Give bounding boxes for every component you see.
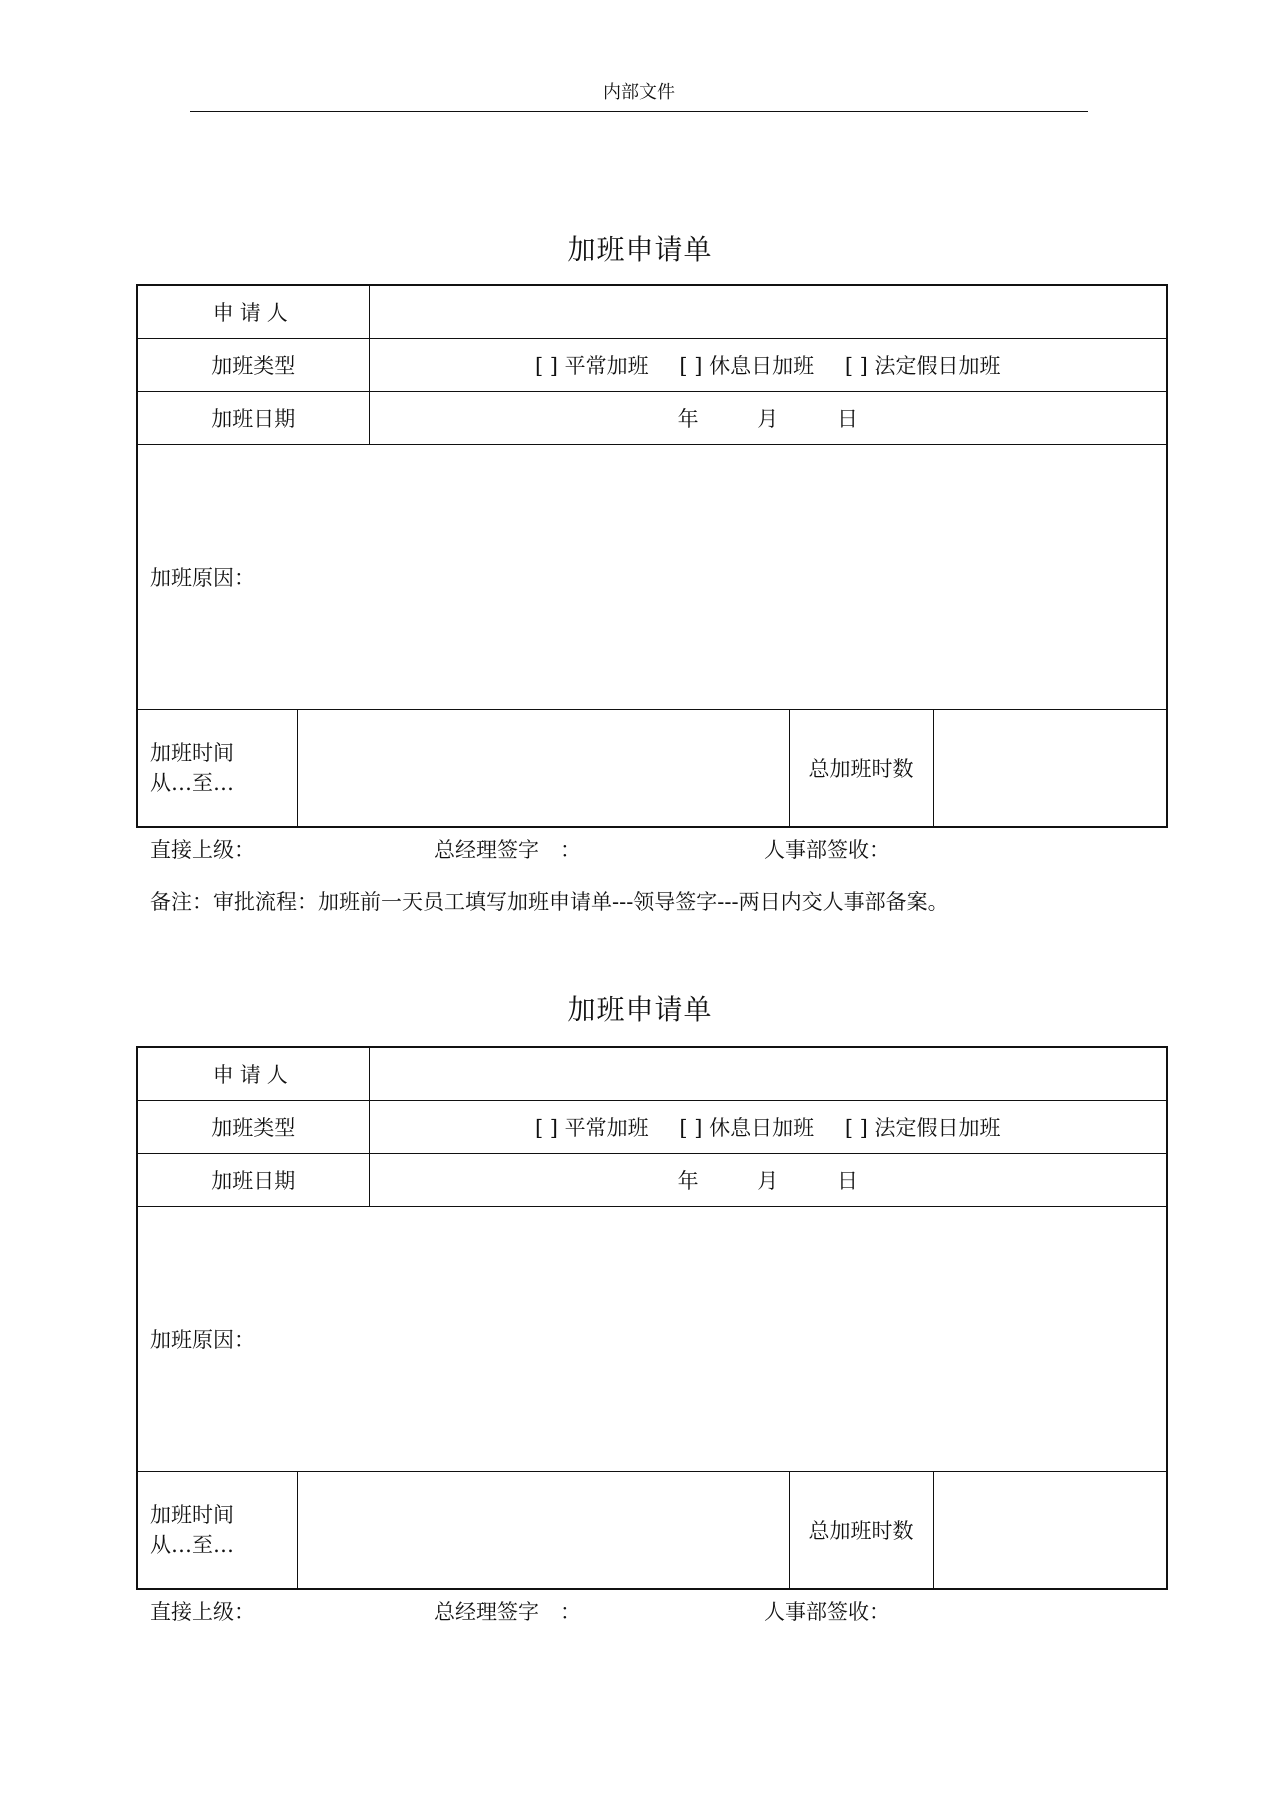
overtime-time-label-line2: 从…至…	[150, 770, 234, 795]
overtime-date-field[interactable]	[369, 1153, 1167, 1206]
overtime-type-label: 加班类型	[137, 1100, 369, 1153]
option-regular-overtime[interactable]: [ ] 平常加班	[534, 353, 649, 378]
total-hours-label: 总加班时数	[789, 1471, 933, 1589]
supervisor-signature-label: 直接上级：	[150, 1600, 255, 1624]
total-hours-field[interactable]	[933, 709, 1167, 827]
date-day: 日	[836, 1168, 858, 1193]
signature-row-2	[150, 1596, 1150, 1626]
overtime-form-2	[136, 1046, 1168, 1590]
option-holiday-overtime[interactable]: [ ] 法定假日加班	[844, 353, 1001, 378]
option-rest-day-overtime[interactable]: [ ] 休息日加班	[679, 353, 815, 378]
overtime-reason-label: 加班原因：	[150, 565, 255, 590]
overtime-reason-label: 加班原因：	[150, 1327, 255, 1352]
overtime-reason-field[interactable]	[137, 1206, 1167, 1471]
form-title: 加班申请单	[567, 993, 713, 1026]
date-year: 年	[677, 1168, 699, 1193]
overtime-time-label-line1: 加班时间	[150, 740, 234, 765]
applicant-field[interactable]	[369, 1047, 1167, 1100]
date-month: 月	[757, 1168, 779, 1193]
applicant-label: 申请人	[137, 285, 369, 338]
overtime-reason-field[interactable]	[137, 444, 1167, 709]
total-hours-field[interactable]	[933, 1471, 1167, 1589]
hr-receipt-label: 人事部签收：	[764, 1600, 890, 1624]
overtime-type-label: 加班类型	[137, 338, 369, 391]
overtime-type-options	[369, 338, 1167, 391]
overtime-time-label	[137, 1471, 297, 1589]
applicant-label: 申请人	[137, 1047, 369, 1100]
date-month: 月	[757, 406, 779, 431]
hr-receipt-label: 人事部签收：	[764, 838, 890, 862]
date-day: 日	[836, 406, 858, 431]
overtime-date-field[interactable]	[369, 391, 1167, 444]
form-title: 加班申请单	[567, 233, 713, 266]
option-holiday-overtime[interactable]: [ ] 法定假日加班	[844, 1115, 1001, 1140]
overtime-date-label: 加班日期	[137, 1153, 369, 1206]
date-year: 年	[677, 406, 699, 431]
signature-row-1	[150, 834, 1150, 864]
header-rule	[190, 111, 1088, 112]
approval-note: 备注：审批流程：加班前一天员工填写加班申请单---领导签字---两日内交人事部备案。	[150, 890, 949, 914]
gm-signature-label: 总经理签字 ：	[434, 838, 581, 862]
applicant-field[interactable]	[369, 285, 1167, 338]
total-hours-label: 总加班时数	[789, 709, 933, 827]
page-header: 内部文件	[603, 82, 675, 103]
option-regular-overtime[interactable]: [ ] 平常加班	[534, 1115, 649, 1140]
overtime-time-field[interactable]	[297, 1471, 789, 1589]
overtime-form-1	[136, 284, 1168, 828]
gm-signature-label: 总经理签字 ：	[434, 1600, 581, 1624]
overtime-date-label: 加班日期	[137, 391, 369, 444]
supervisor-signature-label: 直接上级：	[150, 838, 255, 862]
overtime-time-field[interactable]	[297, 709, 789, 827]
option-rest-day-overtime[interactable]: [ ] 休息日加班	[679, 1115, 815, 1140]
overtime-time-label-line1: 加班时间	[150, 1502, 234, 1527]
overtime-time-label-line2: 从…至…	[150, 1532, 234, 1557]
overtime-time-label	[137, 709, 297, 827]
overtime-type-options	[369, 1100, 1167, 1153]
